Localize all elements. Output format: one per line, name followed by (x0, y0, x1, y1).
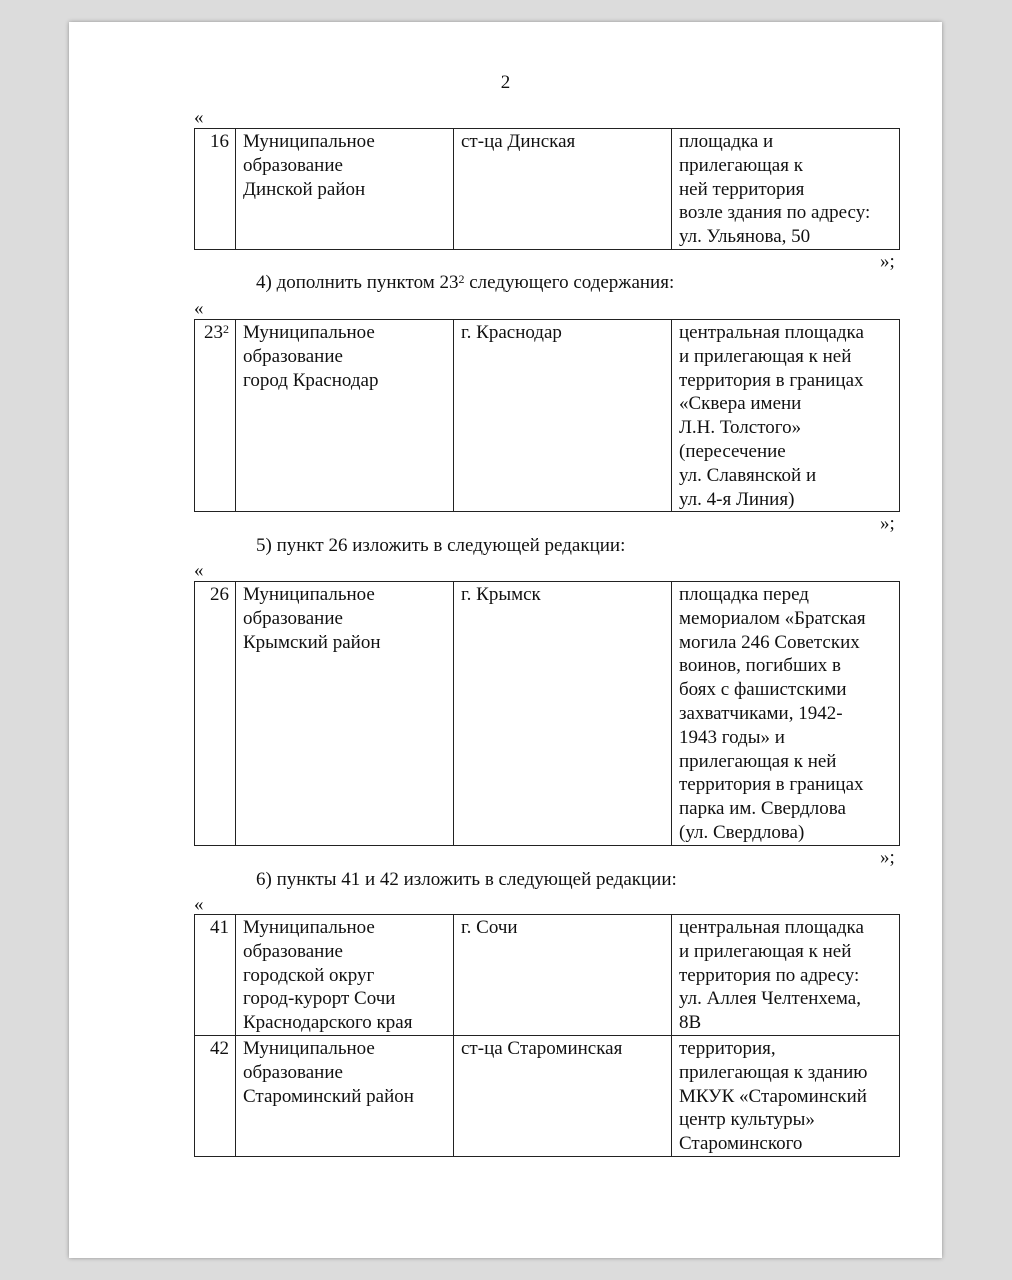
municipality-cell: Муниципальное образование Динской район (236, 129, 454, 250)
place-cell: территория, прилегающая к зданию МКУК «Староминский центр культуры» Староминского (672, 1035, 900, 1156)
item-number: 26 (195, 582, 236, 846)
close-quote: »; (880, 847, 895, 868)
place-cell: центральная площадка и прилегающая к ней территория по адресу: ул. Аллея Челтенхема, 8В (672, 915, 900, 1036)
open-quote: « (194, 894, 204, 915)
locality-cell: ст-ца Динская (454, 129, 672, 250)
document-page (69, 22, 942, 1258)
municipality-cell: Муниципальное образование город Краснодар (236, 320, 454, 512)
place-cell: центральная площадка и прилегающая к ней территория в границах «Сквера имени Л.Н. Толстого» (пересечение ул. Славянской и ул. 4-я Линия) (672, 320, 900, 512)
page-number: 2 (500, 72, 511, 93)
place-cell: площадка перед мемориалом «Братская могила 246 Советских воинов, погибших в боях с фашистскими захватчиками, 1942- 1943 годы» и прилегающая к ней территория в границах парка им. Свердлова (ул. Свердлова) (672, 582, 900, 846)
item-number: 41 (195, 915, 236, 1036)
table-row (195, 915, 900, 1036)
table-row (195, 320, 900, 512)
item-number: 16 (195, 129, 236, 250)
locality-cell: ст-ца Староминская (454, 1035, 672, 1156)
locality-cell: г. Краснодар (454, 320, 672, 512)
municipality-cell: Муниципальное образование Крымский район (236, 582, 454, 846)
municipality-cell: Муниципальное образование Староминский район (236, 1035, 454, 1156)
table-row (195, 129, 900, 250)
open-quote: « (194, 560, 204, 581)
paragraph-item-5: 5) пункт 26 изложить в следующей редакции: (256, 535, 626, 556)
place-cell: площадка и прилегающая к ней территория возле здания по адресу: ул. Ульянова, 50 (672, 129, 900, 250)
table-row (195, 582, 900, 846)
paragraph-item-4: 4) дополнить пунктом $23^2$ следующего содержания: (256, 272, 675, 293)
locality-cell: г. Крымск (454, 582, 672, 846)
table-item-26 (194, 581, 900, 846)
table-item-16 (194, 128, 900, 250)
close-quote: »; (880, 513, 895, 534)
item-number: 42 (195, 1035, 236, 1156)
item-number: $23^2$ (195, 320, 236, 512)
table-item-23-2 (194, 319, 900, 512)
paragraph-item-6: 6) пункты 41 и 42 изложить в следующей редакции: (256, 869, 677, 890)
close-quote: »; (880, 251, 895, 272)
open-quote: « (194, 107, 204, 128)
municipality-cell: Муниципальное образование городской округ город-курорт Сочи Краснодарского края (236, 915, 454, 1036)
table-row (195, 1035, 900, 1156)
open-quote: « (194, 298, 204, 319)
locality-cell: г. Сочи (454, 915, 672, 1036)
table-items-41-42 (194, 914, 900, 1157)
